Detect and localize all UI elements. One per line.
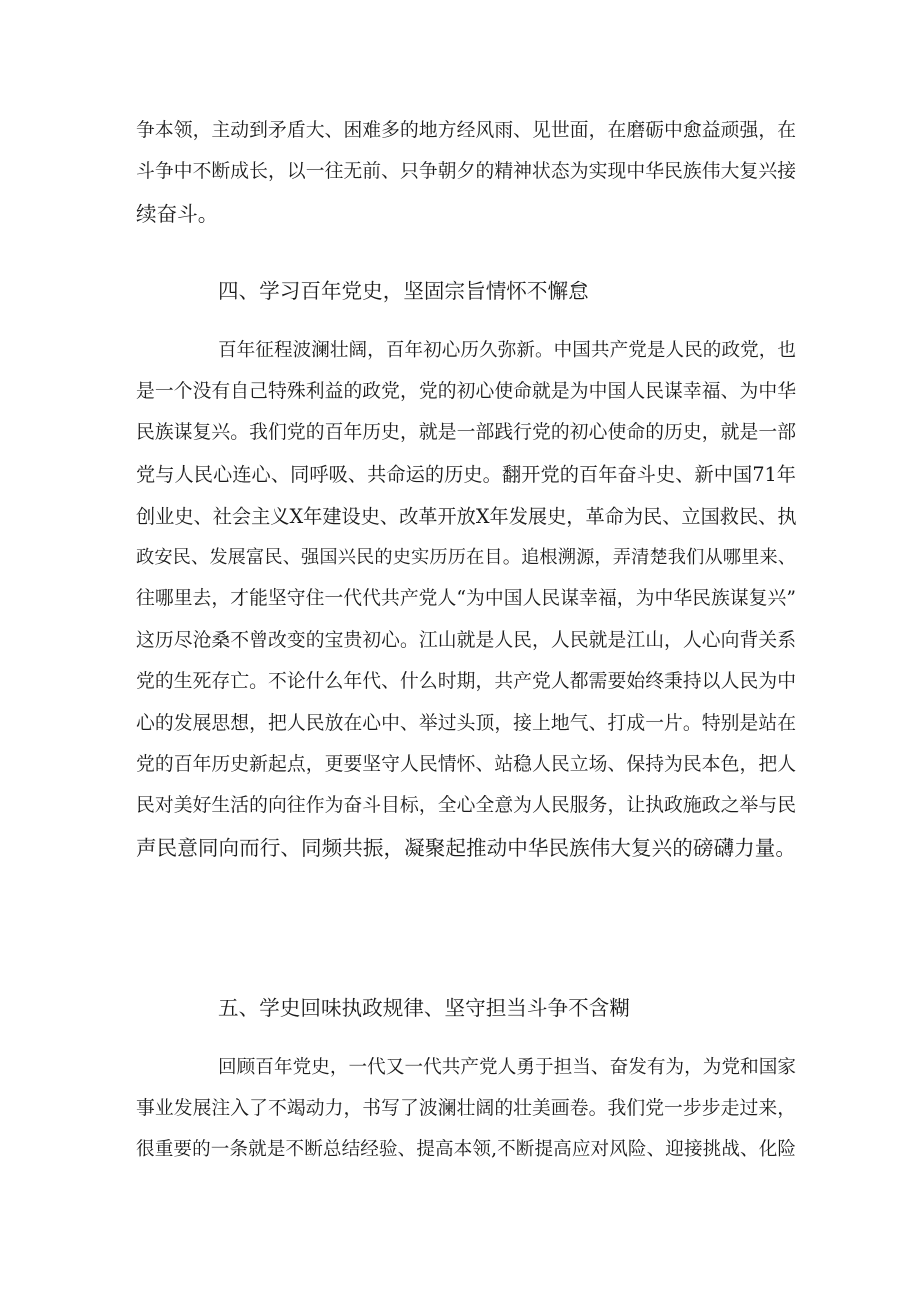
- section-heading: 四、学习百年党史，坚固宗旨情怀不懈怠: [218, 279, 589, 303]
- paragraph-line: 党的百年历史新起点，更要坚守人民情怀、站稳人民立场、保持为民本色，把人: [136, 754, 796, 775]
- paragraph-line: 续奋斗。: [136, 202, 219, 226]
- section-heading: 五、学史回味执政规律、坚守担当斗争不含糊: [218, 996, 630, 1020]
- paragraph-line: 回顾百年党史，一代又一代共产党人勇于担当、奋发有为，为党和国家: [218, 1057, 796, 1078]
- paragraph-line: 是一个没有自己特殊利益的政党，党的初心使命就是为中国人民谋幸福、为中华: [136, 381, 796, 402]
- paragraph-line: 百年征程波澜壮阔，百年初心历久弥新。中国共产党是人民的政党，也: [218, 340, 796, 361]
- paragraph-line: 政安民、发展富民、强国兴民的史实历历在目。追根溯源，弄清楚我们从哪里来、: [136, 547, 796, 568]
- paragraph-line: 党的生死存亡。不论什么年代、什么时期，共产党人都需要始终秉持以人民为中: [136, 671, 796, 692]
- paragraph-line: 事业发展注入了不竭动力，书写了波澜壮阔的壮美画卷。我们党一步步走过来，: [136, 1098, 796, 1119]
- paragraph-line: 心的发展思想，把人民放在心中、举过头顶，接上地气、打成一片。特别是站在: [136, 713, 796, 734]
- paragraph-line: 民族谋复兴。我们党的百年历史，就是一部践行党的初心使命的历史，就是一部: [136, 422, 796, 443]
- paragraph-line: 往哪里去，才能坚守住一代代共产党人“为中国人民谋幸福，为中华民族谋复兴”: [136, 588, 796, 609]
- paragraph-line: 这历尽沧桑不曾改变的宝贵初心。江山就是人民，人民就是江山，人心向背关系: [136, 630, 796, 651]
- paragraph-line: 声民意同向而行、同频共振，凝聚起推动中华民族伟大复兴的磅礴力量。: [136, 836, 796, 860]
- paragraph-line: 很重要的一条就是不断总结经验、提高本领,不断提高应对风险、迎接挑战、化险: [136, 1139, 796, 1160]
- paragraph-line: 民对美好生活的向往作为奋斗目标，全心全意为人民服务，让执政施政之举与民: [136, 795, 796, 816]
- paragraph-line: 党与人民心连心、同呼吸、共命运的历史。翻开党的百年奋斗史、新中国71年: [136, 463, 796, 486]
- paragraph-line: 创业史、社会主义X年建设史、改革开放X年发展史，革命为民、立国救民、执: [136, 505, 797, 528]
- paragraph-line: [136, 874, 796, 904]
- paragraph-line: 斗争中不断成长，以一往无前、只争朝夕的精神状态为实现中华民族伟大复兴接: [136, 161, 796, 182]
- paragraph-line: 争本领，主动到矛盾大、困难多的地方经风雨、见世面，在磨砺中愈益顽强，在: [136, 120, 796, 141]
